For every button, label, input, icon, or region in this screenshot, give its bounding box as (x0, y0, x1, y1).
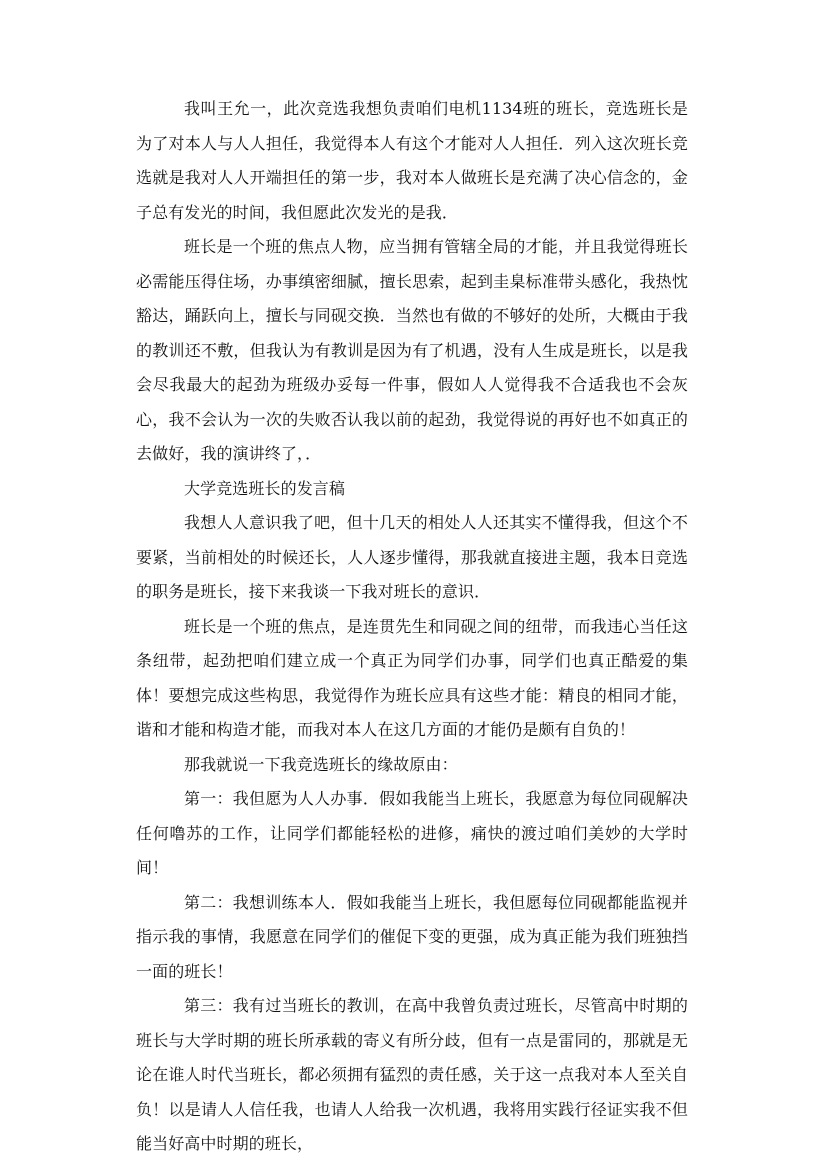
paragraph-reasons-lead: 那我就说一下我竞选班长的缘故原由： (184, 754, 458, 774)
paragraph-monitor-role: 班长是一个班的焦点人物，应当拥有管辖全局的才能，并且我觉得班长必需能压得住场，办事缜密细腻，擅长思索，起到圭臬标准带头感化，我热忱豁达，踊跃向上，擅长与同砚交换．当然也有做的不够好的处所，大概由于我的教训还不敷，但我认为有教训是因为有了机遇，没有人生成是班长，以是我会尽我最大的起劲为班级办妥每一件事，假如人人觉得我不合适我也不会灰心，我不会认为一次的失败否认我以前的起劲，我觉得说的再好也不如真正的去做好，我的演讲终了，． (136, 237, 688, 463)
section-title: 大学竞选班长的发言稿 (184, 478, 346, 498)
paragraph-reason-2: 第二：我想训练本人．假如我能当上班长，我但愿每位同砚都能监视并指示我的事情，我愿意在同学们的催促下变的更强，成为真正能为我们班独挡一面的班长！ (136, 892, 688, 981)
paragraph-reason-1: 第一：我但愿为人人办事．假如我能当上班长，我愿意为每位同砚解决任何噜苏的工作，让同学们都能轻松的进修，痛快的渡过咱们美妙的大学时间！ (136, 789, 688, 877)
paragraph-intro: 我叫王允一，此次竞选我想负责咱们电机1134班的班长，竞选班长是为了对本人与人人担任，我觉得本人有这个才能对人人担任．列入这次班长竞选就是我对人人开端担任的第一步，我对本人做班长是充满了决心信念的，金子总有发光的时间，我但愿此次发光的是我． (136, 99, 688, 222)
paragraph-reason-3: 第三：我有过当班长的教训，在高中我曾负责过班长，尽管高中时期的班长与大学时期的班长所承载的寄义有所分歧，但有一点是雷同的，那就是无论在谁人时代当班长，都必须拥有猛烈的责任感，关于这一点我对本人至关自负！以是请人人信任我，也请人人给我一次机遇，我将用实践行径证实我不但能当好高中时期的班长， (136, 996, 688, 1153)
document-body (136, 92, 688, 1162)
paragraph-introduction-2: 我想人人意识我了吧，但十几天的相处人人还其实不懂得我，但这个不要紧，当前相处的时候还长，人人逐步懂得，那我就直接进主题，我本日竞选的职务是班长，接下来我谈一下我对班长的意识． (136, 513, 688, 601)
paragraph-monitor-bridge: 班长是一个班的焦点，是连贯先生和同砚之间的纽带，而我违心当任这条纽带，起劲把咱们建立成一个真正为同学们办事，同学们也真正酷爱的集体！要想完成这些构思，我觉得作为班长应具有这些才能：精良的相同才能，谐和才能和构造才能，而我对本人在这几方面的才能仍是颇有自负的！ (136, 616, 688, 739)
